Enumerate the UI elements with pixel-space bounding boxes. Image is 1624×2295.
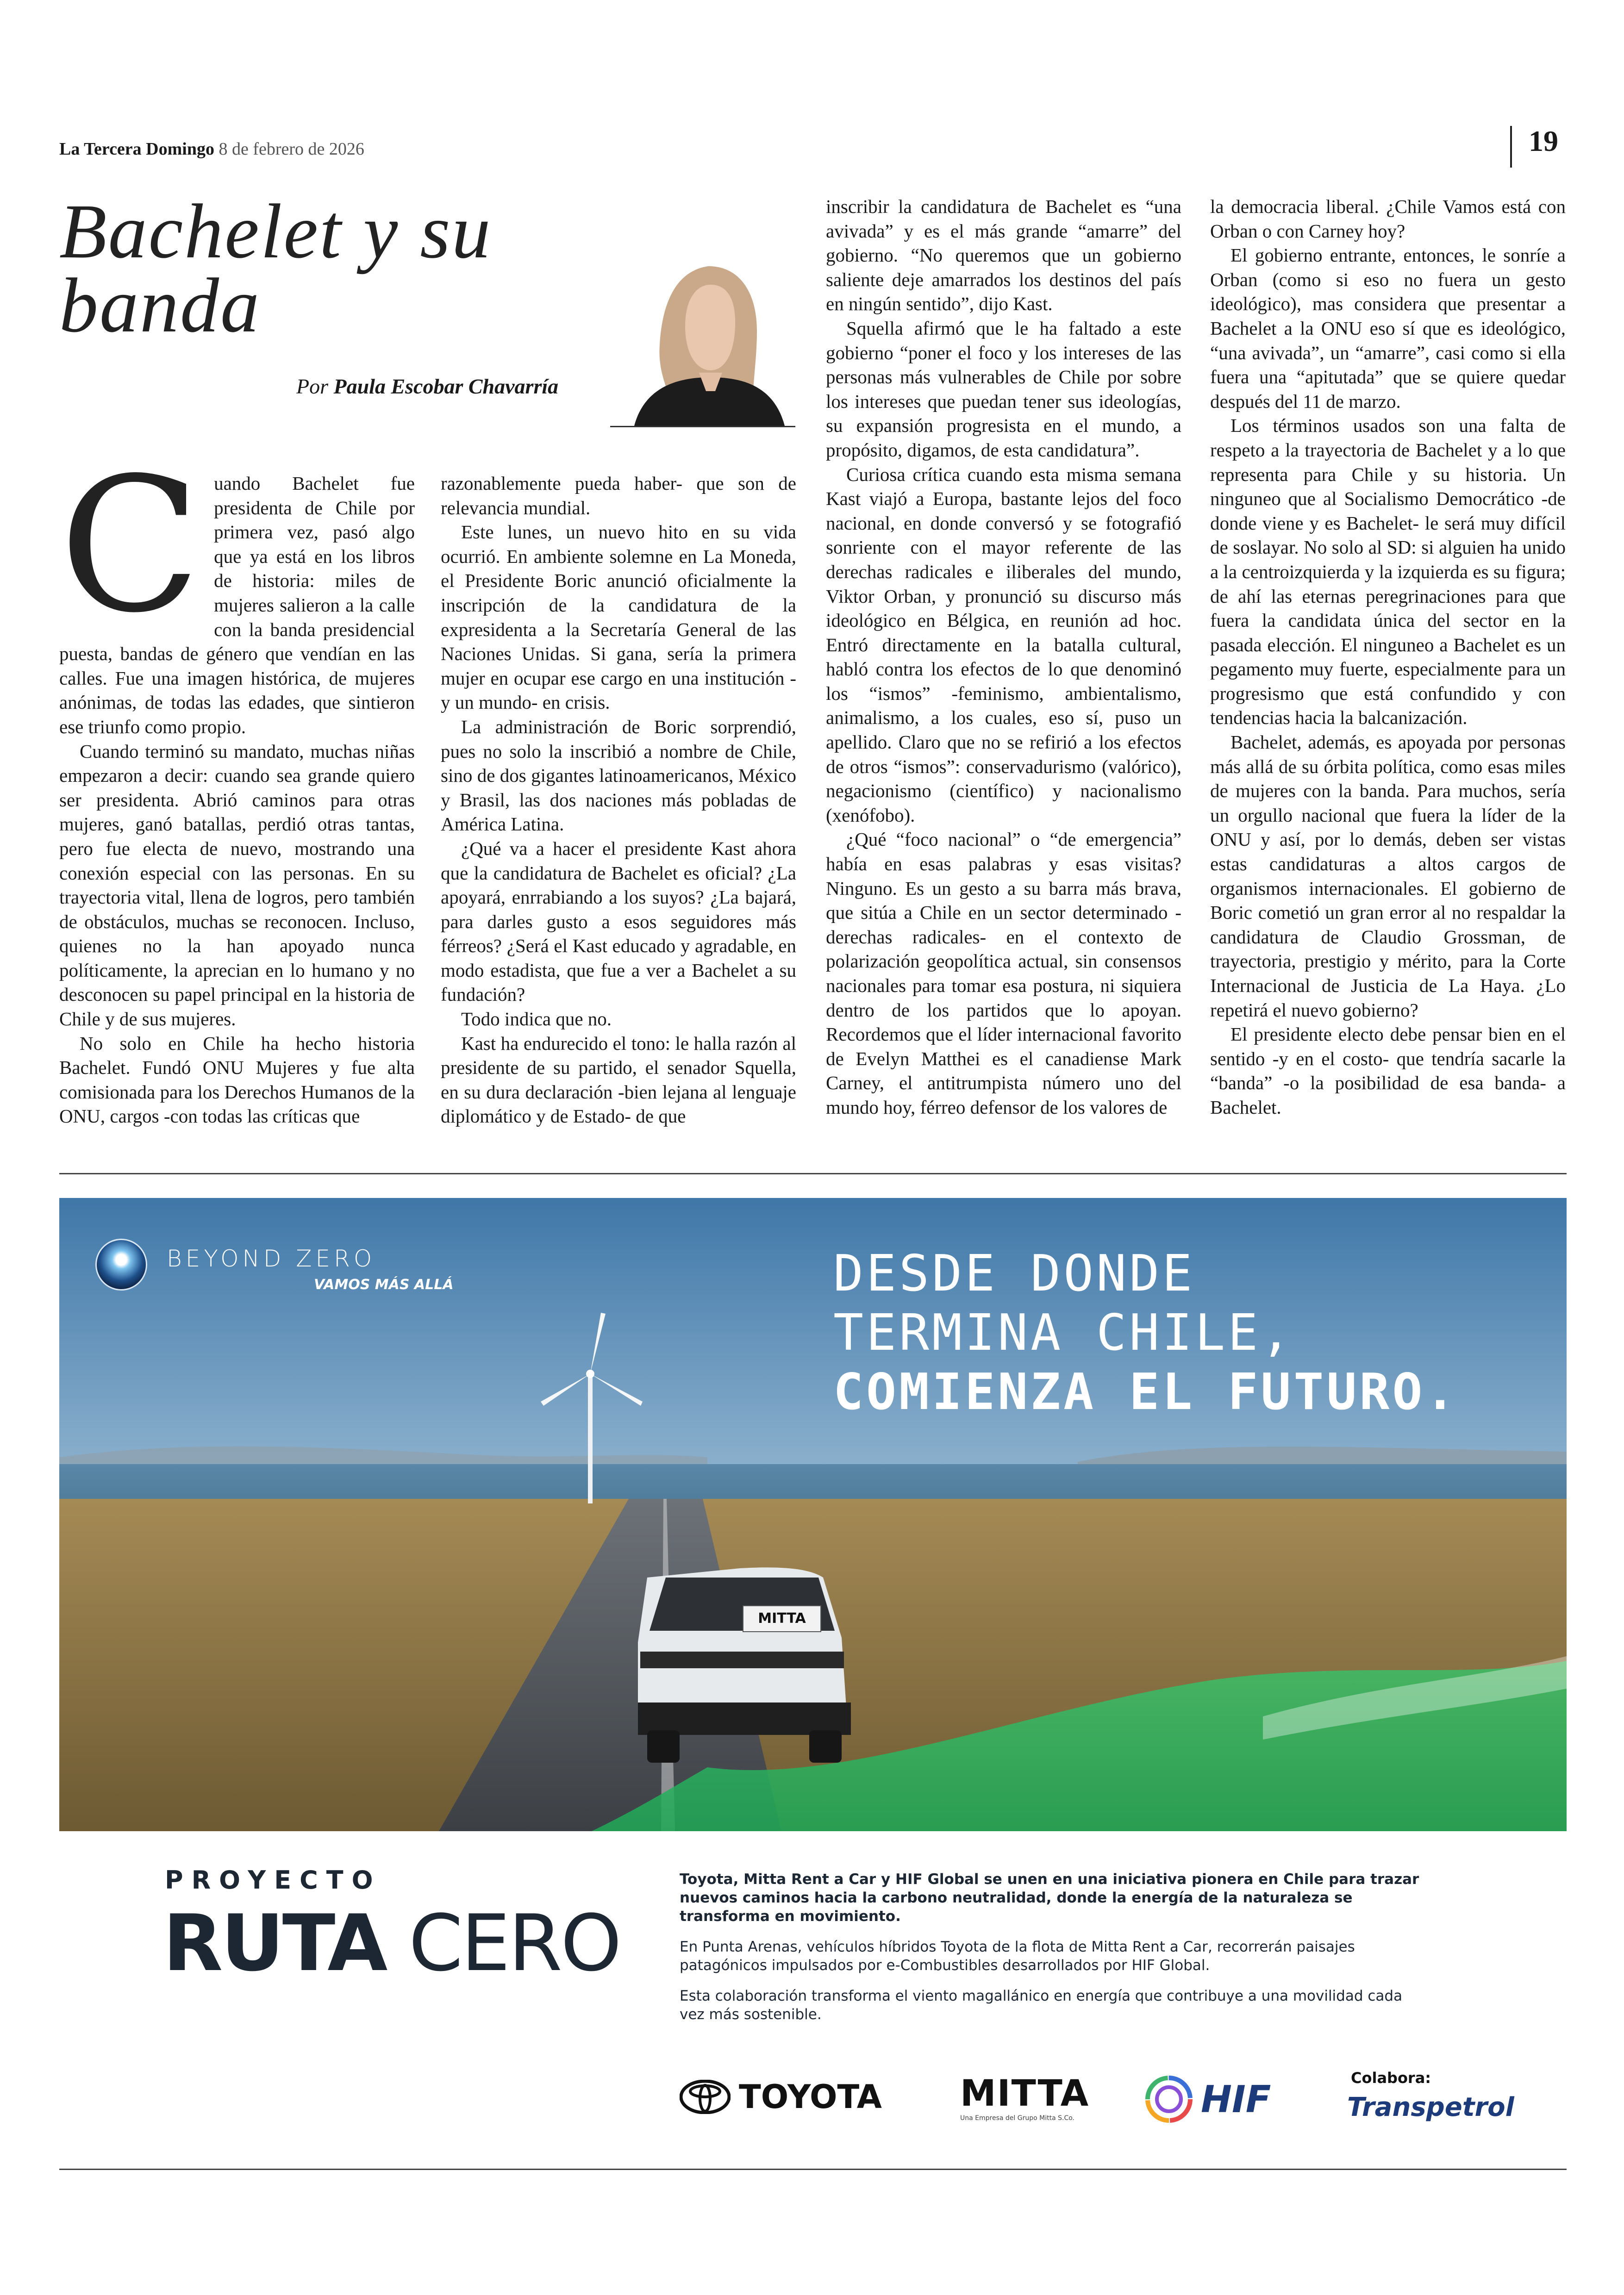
byline-author: Paula Escobar Chavarría [333,374,559,398]
beyond-zero-tagline: VAMOS MÁS ALLÁ [314,1277,454,1293]
author-photo [616,238,801,426]
article-column-1 [59,438,415,1129]
license-plate: MITTA [743,1605,821,1632]
paragraph: Kast ha endurecido el tono: le halla razón al presidente de su partido, el senador Squella, en su dura declaración -bien lejana al lenguaje diplomático y de Estado- de que [441,1032,796,1127]
masthead [59,139,364,159]
hif-wordmark: HIF [1201,2077,1271,2121]
ad-headline-line-3: COMIENZA EL FUTURO. [833,1363,1458,1421]
article-title-line-1: Bachelet y su [59,188,492,274]
project-label: PROYECTO [165,1865,381,1895]
photo-divider [610,426,795,427]
beyond-zero-logo-icon [95,1239,147,1291]
hif-swirl-icon [1143,2074,1194,2125]
publication-date: 8 de febrero de 2026 [219,139,364,159]
transpetrol-logo[interactable]: Transpetrol [1347,2092,1514,2122]
paragraph: Curiosa crítica cuando esta misma semana Kast viajó a Europa, bastante lejos del foco nacional, en donde conversó y se fotografió sonriente con el mayor referente de las derechas radicales e iliberales del mundo, Viktor Orban, y pronunció su discurso más ideológico en Bélgica, en reunión ad hoc. Entró directamente en la batalla cultural, habló contra los efectos de lo que denominó los “ismos” -feminismo, ambientalismo, animalismo, a los cuales, eso sí, puso un apellido. Claro que no se refirió a los efectos de otros “ismos”: conservadurismo (valórico), negacionismo (científico) y nacionalismo (xenófobo). [826,463,1181,826]
hif-logo[interactable] [1143,2074,1271,2125]
paragraph: uando Bachelet fue presidenta de Chile por primera vez, pasó algo que ya está en los libros de historia: miles de mujeres salieron a la calle con la banda presidencial puesta, bandas de género que vendían en las calles. Fue una imagen histórica, de mujeres anónimas, de todas las edades, que sintieron ese triunfo como propio. [59,473,415,737]
paragraph: Bachelet, además, es apoyada por personas más allá de su órbita política, como esas miles de mujeres con la banda. Para muchos, sería un orgullo nacional que fuera la líder de la ONU y así, por lo demás, deben ser vistas estas candidaturas a altos cargos de organismos internacionales. El gobierno de Boric cometió un gran error al no respaldar la candidatura de Claudio Grossman, de trayectoria, prestigio y mérito, para la Corte Internacional de Justicia de La Haya. ¿Lo repetirá el nuevo gobierno? [1210,731,1566,1021]
article-column-3 [826,194,1181,1120]
byline-prefix: Por [296,374,328,398]
paragraph: La administración de Boric sorprendió, pues no solo la inscribió a nombre de Chile, sino de dos gigantes latinoamericanos, México y Brasil, las dos naciones más pobladas de América Latina. [441,716,796,835]
article-column-4 [1210,194,1566,1120]
article-ad-separator [59,1173,1567,1174]
byline [296,374,558,399]
paragraph: Este lunes, un nuevo hito en su vida ocurrió. En ambiente solemne en La Moneda, el Presidente Boric anunció oficialmente la inscripción de la candidatura de la expresidenta a la Secretaría General de las Naciones Unidas. Si gana, sería la primera mujer en ocupar ese cargo en una institución -y un mundo- en crisis. [441,521,796,713]
project-name-light: CERO [386,1898,620,1989]
ad-copy-lead: Toyota, Mitta Rent a Car y HIF Global se unen en una iniciativa pionera en Chile para trazar nuevos caminos hacia la carbono neutralidad, donde la energía de la naturaleza se transforma en movimiento. [680,1871,1419,1925]
ad-copy-paragraph: En Punta Arenas, vehículos híbridos Toyota de la flota de Mitta Rent a Car, recorrerán paisajes patagónicos impulsados por e-Combustibles desarrollados por HIF Global. [680,1939,1355,1974]
toyota-emblem-icon [680,2080,731,2114]
ad-body-copy [680,1870,1430,2036]
paragraph: la democracia liberal. ¿Chile Vamos está con Orban o con Carney hoy? [1210,196,1566,242]
toyota-wordmark: TOYOTA [739,2078,882,2116]
advertisement-banner[interactable] [59,1198,1567,1831]
paragraph: Todo indica que no. [461,1008,612,1030]
beyond-zero-title: BEYOND ZERO [167,1245,376,1272]
ad-headline-line-2: TERMINA CHILE, [833,1304,1294,1362]
page-number: 19 [1529,125,1558,157]
ad-headline [833,1244,1458,1422]
project-name-bold: RUTA [163,1898,386,1989]
article-title-line-2: banda [59,262,261,349]
paragraph: Los términos usados son una falta de respeto a la trayectoria de Bachelet y a lo que representa para Chile y su historia. Un ninguneo que al Socialismo Democrático -de donde viene y es Bachelet- le será muy difícil de soslayar. No solo al SD: si alguien ha unido a la centroizquierda y la izquierda es su figura; de ahí las eternas peregrinaciones para que fuera la candidata única del sector en la pasada elección. El ninguneo a Bachelet es un pegamento muy fuerte, especialmente para un progresismo que está confundido y con tendencias hacia la balcanización. [1210,415,1566,729]
page-number-divider [1510,126,1512,168]
drop-cap: C [59,438,201,654]
ad-headline-line-1: DESDE DONDE [833,1245,1195,1303]
paragraph: Squella afirmó que le ha faltado a este gobierno “poner el foco y los intereses de las personas más vulnerables de Chile por sobre los intereses que puedan tener sus ideologías, su expansión progresista en el mundo, a propósito, digamos, de esta candidatura”. [826,317,1181,461]
article-column-2 [441,471,796,1129]
mitta-logo[interactable]: MITTA [960,2073,1090,2114]
page-bottom-rule [59,2169,1567,2170]
paragraph: El presidente electo debe pensar bien en el sentido -y en el costo- que tendría sacarle la “banda” -o la posibilidad de esa banda- a Bachelet. [1210,1023,1566,1118]
publication-name: La Tercera Domingo [59,139,214,159]
article-title [59,188,492,349]
mitta-logo-subtitle: Una Empresa del Grupo Mitta S.Co. [960,2114,1074,2122]
ad-copy-paragraph: Esta colaboración transforma el viento magallánico en energía que contribuye a una movilidad cada vez más sostenible. [680,1988,1403,2023]
paragraph: El gobierno entrante, entonces, le sonríe a Orban (como si eso no fuera un gesto ideológico), mas considera que presentar a Bachelet a la ONU eso sí que es ideológico, “una avivada”, un “amarre”, casi como si ella fuera una “apitutada” que se quiere quedar después del 11 de marzo. [1210,244,1566,412]
paragraph: ¿Qué va a hacer el presidente Kast ahora que la candidatura de Bachelet es oficial? ¿La apoyará, enrrabiando a los suyos? ¿La bajará, para darles gusto a esos seguidores más férreos? ¿Será el Kast educado y agradable, en modo estadista, que fue a ver a Bachelet a su fundación? [441,837,796,1005]
paragraph: Cuando terminó su mandato, muchas niñas empezaron a decir: cuando sea grande quiero ser presidenta. Abrió caminos para otras mujeres, ganó batallas, perdió otras tantas, pero fue electa de nuevo, mostrando una conexión especial con las personas. En su trayectoria vital, llena de logros, pero también de obstáculos, muchas se reconocen. Incluso, quienes no la han apoyado nunca políticamente, la aprecian en lo humano y no desconocen su papel principal en la historia de Chile y de sus mujeres. [59,740,415,1030]
paragraph: ¿Qué “foco nacional” o “de emergencia” había en esas palabras y esas visitas? Ninguno. Es un gesto a su barra más brava, que sitúa a Chile en un sector determinado -derechas radicales- en el contexto de polarización geopolítica actual, sin consensos nacionales para tomar esa postura, ni siquiera dentro de los partidos que lo apoyan. Recordemos que el líder internacional favorito de Evelyn Matthei es el canadiense Mark Carney, el antitrumpista número uno del mundo hoy, férreo defensor de los valores de [826,829,1181,1118]
paragraph: razonablemente pueda haber- que son de relevancia mundial. [441,473,796,518]
collaborator-label: Colabora: [1351,2069,1431,2087]
paragraph: No solo en Chile ha hecho historia Bachelet. Fundó ONU Mujeres y fue alta comisionada para los Derechos Humanos de la ONU, cargos -con todas las críticas que [59,1032,415,1127]
toyota-logo[interactable] [680,2076,882,2118]
paragraph: inscribir la candidatura de Bachelet es “una avivada” y es el más grande “amarre” del gobierno. “No queremos que un gobierno saliente deje amarrados los destinos del país en ningún sentido”, dijo Kast. [826,196,1181,315]
project-name [163,1898,620,1989]
